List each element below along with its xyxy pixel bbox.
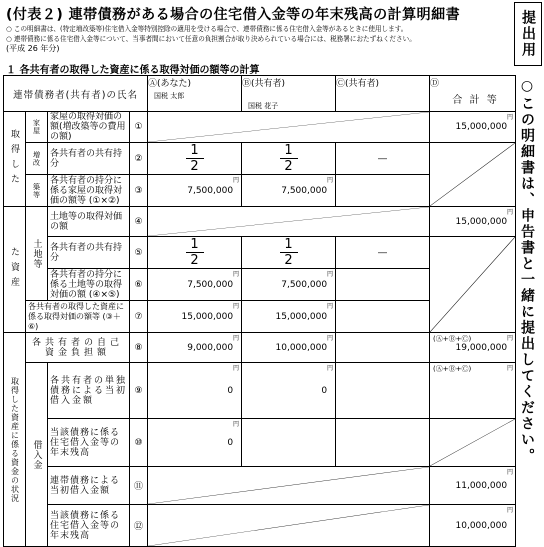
- name-b: 国税 花子: [248, 102, 279, 110]
- row4-num: ④: [130, 207, 148, 237]
- header-label: 連帯債務者(共有者)の氏名: [4, 76, 148, 112]
- row2-c: ―: [336, 143, 430, 175]
- mark-b: Ⓑ(共有者): [242, 79, 286, 89]
- group-house: 取得した: [4, 112, 26, 207]
- row9-a: 円 0: [148, 363, 242, 419]
- row12-label: 当該債務に係る住宅借入金等の年末残高: [48, 505, 130, 547]
- row6-b: 円 7,500,000: [242, 269, 336, 301]
- total-label: 合 計 等: [452, 95, 499, 106]
- row8-total: (Ⓐ+Ⓑ+Ⓒ) 円 19,000,000: [430, 333, 516, 363]
- row5-num: ⑤: [130, 237, 148, 269]
- name-a: 国税 太郎: [154, 92, 185, 100]
- row8-b: 円 10,000,000: [242, 333, 336, 363]
- side-note: ○この明細書は、申告書と一緒に提出してください。: [519, 78, 535, 464]
- unit-yen: 円: [507, 114, 514, 121]
- row2-b: 1 2: [242, 143, 336, 175]
- header-coowner-c: [336, 76, 430, 112]
- row7-a: 円 15,000,000: [148, 301, 242, 333]
- row5-label: 各共有者の共有持分: [48, 237, 130, 269]
- row9-c: [336, 363, 430, 419]
- row2-label: 各共有者の共有持分: [48, 143, 130, 175]
- section-title: １ 各共有者の取得した資産に係る取得対価の額等の計算: [6, 65, 260, 76]
- row3-c: [336, 175, 430, 207]
- header-total: [430, 76, 516, 112]
- row4-label: 土地等の取得対価の額: [48, 207, 130, 237]
- row7-num: ⑦: [130, 301, 148, 333]
- row1-blank: [148, 112, 430, 143]
- row7-label: 各共有者の取得した資産に係る取得対価の額等 (③＋⑥): [26, 301, 130, 333]
- row5-a: 1 2: [148, 237, 242, 269]
- row8-a: 円 9,000,000: [148, 333, 242, 363]
- row4-total: 円 15,000,000: [430, 207, 516, 237]
- row5-total-blank: [430, 237, 516, 333]
- row6-a: 円 7,500,000: [148, 269, 242, 301]
- note-line-2: ○ 連帯債務に係る住宅借入金等について、当事者間において任意の負担割合が取り決められている場合には、税務署におたずねください。: [6, 35, 416, 43]
- group-funding: 取得した資産に係る資金の状況: [4, 333, 26, 547]
- year-note: (平成 26 年分): [6, 44, 60, 53]
- row7-b: 円 15,000,000: [242, 301, 336, 333]
- row2-total-blank: [430, 143, 516, 207]
- row4-blank: [148, 207, 430, 237]
- row6-num: ⑥: [130, 269, 148, 301]
- row12-total: 円 10,000,000: [430, 505, 516, 547]
- row11-label: 連帯債務による当初借入金額: [48, 467, 130, 505]
- group-asset: た資産: [4, 207, 26, 333]
- row6-c: [336, 269, 430, 301]
- row11-blank: [148, 467, 430, 505]
- row10-c: [336, 419, 430, 467]
- mark-d: Ⓓ: [430, 79, 440, 89]
- group-house-sub: 家屋: [26, 112, 48, 143]
- row1-num: ①: [130, 112, 148, 143]
- row9-total: (Ⓐ+Ⓑ+Ⓒ) 円: [430, 363, 516, 419]
- row10-num: ⑩: [130, 419, 148, 467]
- row2-a: 1 2: [148, 143, 242, 175]
- row10-b: [242, 419, 336, 467]
- row9-label: 各共有者の単独債務による当初借入金額: [48, 363, 130, 419]
- submission-stamp: 提出用: [514, 2, 542, 66]
- row3-a: 円 7,500,000: [148, 175, 242, 207]
- row10-a: 円 0: [148, 419, 242, 467]
- row3-label: 各共有者の持分に係る家屋の取得対価の額等 (①×②): [48, 175, 130, 207]
- row3-b: 円 7,500,000: [242, 175, 336, 207]
- row2-num: ②: [130, 143, 148, 175]
- row6-label: 各共有者の持分に係る土地等の取得対価の額 (④×⑤): [48, 269, 130, 301]
- mark-a: Ⓐ(あなた): [148, 79, 192, 89]
- row3-num: ③: [130, 175, 148, 207]
- header-coowner-b: [242, 76, 336, 112]
- row8-num: ⑧: [130, 333, 148, 363]
- row11-num: ⑪: [130, 467, 148, 505]
- row9-b: 円 0: [242, 363, 336, 419]
- group-house-sub2: 増改: [26, 143, 48, 175]
- row8-c: [336, 333, 430, 363]
- page-title: (付表２) 連帯債務がある場合の住宅借入金等の年末残高の計算明細書: [6, 7, 461, 23]
- row5-b: 1 2: [242, 237, 336, 269]
- group-land: 土地等: [26, 207, 48, 301]
- row12-num: ⑫: [130, 505, 148, 547]
- row10-label: 当該債務に係る住宅借入金等の年末残高: [48, 419, 130, 467]
- note-line-1: ○ この明細書は、(特定増改築等)住宅借入金等特別控除の適用を受ける場合で、連帯債務に係る住宅借入金等があるときに使用します。: [6, 25, 408, 33]
- row10-total-blank: [430, 419, 516, 467]
- calculation-table: [3, 75, 516, 547]
- row1-total: 円 15,000,000: [430, 112, 516, 143]
- row9-num: ⑨: [130, 363, 148, 419]
- mark-c: Ⓒ(共有者): [336, 79, 380, 89]
- row11-total: 円 11,000,000: [430, 467, 516, 505]
- row7-c: [336, 301, 430, 333]
- group-house-sub3: 築等: [26, 175, 48, 207]
- row8-label: 各共有者の自己資金負担額: [26, 333, 130, 363]
- header-you: [148, 76, 242, 112]
- row5-c: ―: [336, 237, 430, 269]
- row12-blank: [148, 505, 430, 547]
- diagonal-line: [148, 112, 429, 142]
- group-borrow: 借入金: [26, 363, 48, 547]
- row1-label: 家屋の取得対価の額(増改築等の費用の額): [48, 112, 130, 143]
